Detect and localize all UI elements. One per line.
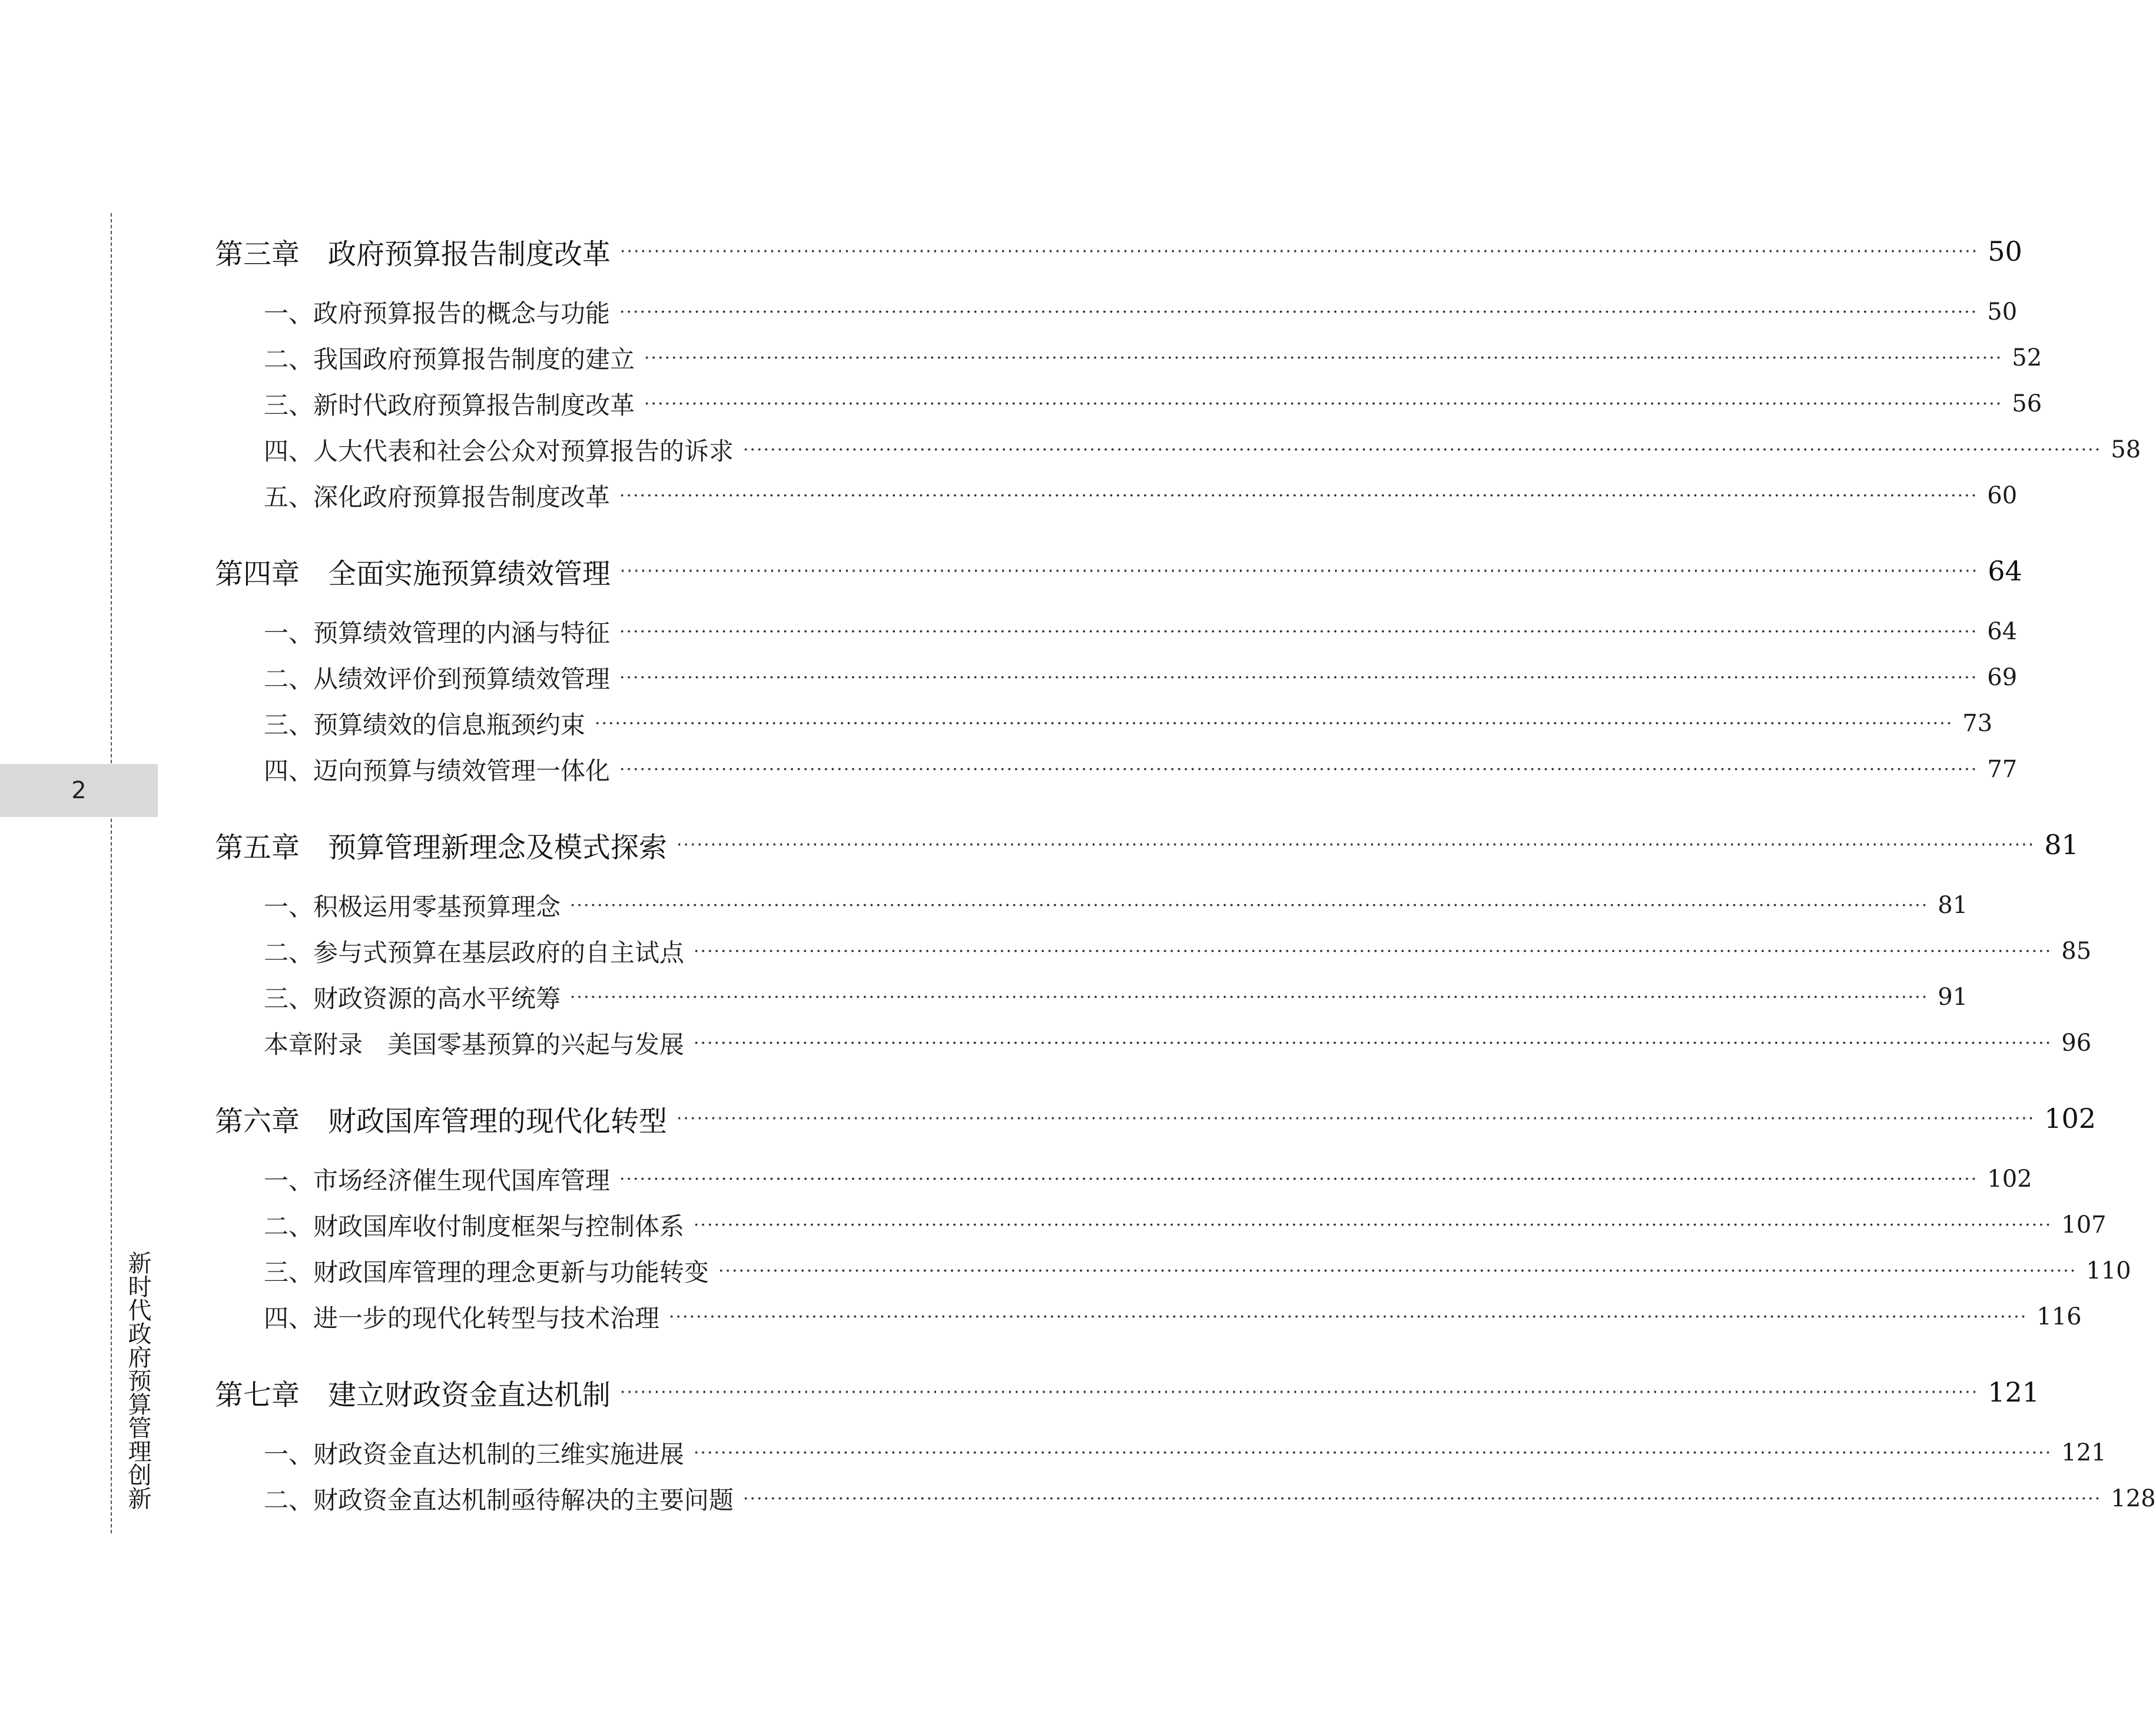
toc-chapter-row[interactable] <box>215 1372 2040 1413</box>
leader-dots: ········································································································································································································ <box>619 759 1978 780</box>
section-title: 二、财政资金直达机制亟待解决的主要问题 <box>264 1486 734 1515</box>
book-title-vertical: 新时代政府预算管理创新 <box>124 1251 151 1510</box>
toc-section-row[interactable] <box>264 888 1968 923</box>
section-title: 三、新时代政府预算报告制度改革 <box>264 391 635 420</box>
toc-chapter-row[interactable] <box>215 1098 2097 1139</box>
chapter-page-number: 102 <box>2044 1103 2097 1134</box>
section-page-number: 116 <box>2036 1303 2082 1330</box>
leader-dots: ········································································································································································································ <box>694 1214 2052 1236</box>
section-title: 三、财政国库管理的理念更新与功能转变 <box>264 1258 709 1287</box>
section-page-number: 60 <box>1987 482 2018 509</box>
leader-dots: ········································································································································································································ <box>570 895 1929 916</box>
toc-chapter-row[interactable] <box>215 824 2079 865</box>
section-page-number: 110 <box>2086 1257 2131 1284</box>
leader-dots: ········································································································································································································ <box>718 1260 2077 1281</box>
section-page-number: 69 <box>1987 664 2018 691</box>
section-title: 三、财政资源的高水平统筹 <box>264 984 561 1013</box>
leader-dots: ········································································································································································································ <box>669 1306 2028 1327</box>
page-number: 2 <box>71 777 87 804</box>
chapter-title: 第六章 财政国库管理的现代化转型 <box>215 1104 668 1138</box>
section-title: 二、财政国库收付制度框架与控制体系 <box>264 1212 685 1241</box>
section-page-number: 121 <box>2061 1439 2107 1466</box>
leader-dots: ········································································································································································································ <box>676 834 2035 855</box>
leader-dots: ········································································································································································································ <box>620 560 1979 582</box>
chapter-page-number: 81 <box>2044 829 2079 861</box>
toc-section-row[interactable] <box>264 1435 2107 1470</box>
section-page-number: 50 <box>1987 298 2018 326</box>
chapter-page-number: 121 <box>1988 1376 2040 1408</box>
toc-section-row[interactable] <box>264 979 1968 1015</box>
toc-section-row[interactable] <box>264 1299 2082 1334</box>
section-title: 五、深化政府预算报告制度改革 <box>264 483 611 512</box>
section-page-number: 56 <box>2012 390 2042 417</box>
section-title: 二、我国政府预算报告制度的建立 <box>264 345 635 374</box>
leader-dots: ········································································································································································································ <box>644 393 2003 414</box>
section-title: 四、人大代表和社会公众对预算报告的诉求 <box>264 437 734 466</box>
chapter-title: 第三章 政府预算报告制度改革 <box>215 237 611 271</box>
toc-section-row[interactable] <box>264 934 2092 969</box>
leader-dots: ········································································································································································································ <box>743 439 2102 460</box>
toc-section-row[interactable] <box>264 706 1993 741</box>
section-page-number: 85 <box>2061 938 2092 965</box>
section-title: 三、预算绩效的信息瓶颈约束 <box>264 710 586 739</box>
leader-dots: ········································································································································································································ <box>743 1488 2102 1509</box>
leader-dots: ········································································································································································································ <box>644 347 2003 368</box>
toc-section-row[interactable] <box>264 1253 2131 1289</box>
leader-dots: ········································································································································································································ <box>676 1108 2035 1129</box>
leader-dots: ········································································································································································································ <box>620 1382 1979 1403</box>
section-page-number: 58 <box>2111 436 2141 463</box>
section-page-number: 77 <box>1987 756 2018 783</box>
chapter-page-number: 50 <box>1988 235 2022 267</box>
section-page-number: 107 <box>2061 1211 2107 1238</box>
toc-section-row[interactable] <box>264 432 2141 467</box>
leader-dots: ········································································································································································································ <box>619 621 1978 642</box>
section-title: 一、政府预算报告的概念与功能 <box>264 299 611 328</box>
section-page-number: 96 <box>2061 1030 2092 1057</box>
section-title: 本章附录 美国零基预算的兴起与发展 <box>264 1030 685 1059</box>
section-title: 二、从绩效评价到预算绩效管理 <box>264 665 611 693</box>
toc-section-row[interactable] <box>264 1161 2032 1197</box>
toc-section-row[interactable] <box>264 294 2018 330</box>
toc-section-row[interactable] <box>264 386 2042 421</box>
section-page-number: 128 <box>2111 1485 2156 1512</box>
leader-dots: ········································································································································································································ <box>570 987 1929 1008</box>
toc-section-row[interactable] <box>264 660 2018 695</box>
leader-dots: ········································································································································································································ <box>694 1442 2052 1463</box>
chapter-title: 第四章 全面实施预算绩效管理 <box>215 557 611 590</box>
leader-dots: ········································································································································································································ <box>595 713 1953 734</box>
toc-section-row[interactable] <box>264 752 2018 787</box>
toc-chapter-row[interactable] <box>215 550 2022 592</box>
section-page-number: 52 <box>2012 344 2042 371</box>
toc-section-row[interactable] <box>264 1207 2107 1243</box>
section-title: 四、进一步的现代化转型与技术治理 <box>264 1304 660 1333</box>
section-title: 一、预算绩效管理的内涵与特征 <box>264 619 611 648</box>
chapter-title: 第七章 建立财政资金直达机制 <box>215 1378 611 1412</box>
toc-section-row[interactable] <box>264 614 2018 649</box>
leader-dots: ········································································································································································································ <box>619 1168 1978 1190</box>
leader-dots: ········································································································································································································ <box>694 1032 2052 1054</box>
toc-section-row[interactable] <box>264 1025 2092 1061</box>
section-title: 四、迈向预算与绩效管理一体化 <box>264 756 611 785</box>
leader-dots: ········································································································································································································ <box>619 301 1978 323</box>
section-page-number: 102 <box>1987 1166 2032 1193</box>
chapter-page-number: 64 <box>1988 555 2022 587</box>
leader-dots: ········································································································································································································ <box>619 485 1978 506</box>
toc-section-row[interactable] <box>264 340 2042 376</box>
section-title: 一、积极运用零基预算理念 <box>264 892 561 921</box>
section-title: 一、财政资金直达机制的三维实施进展 <box>264 1440 685 1469</box>
toc-section-row[interactable] <box>264 1481 2156 1516</box>
section-page-number: 64 <box>1987 618 2018 645</box>
section-title: 二、参与式预算在基层政府的自主试点 <box>264 938 685 967</box>
toc-section-row[interactable] <box>264 478 2018 513</box>
section-title: 一、市场经济催生现代国库管理 <box>264 1166 611 1195</box>
section-page-number: 81 <box>1938 892 1968 919</box>
chapter-title: 第五章 预算管理新理念及模式探索 <box>215 831 668 864</box>
leader-dots: ········································································································································································································ <box>619 667 1978 688</box>
toc-chapter-row[interactable] <box>215 231 2022 272</box>
leader-dots: ········································································································································································································ <box>694 941 2052 962</box>
section-page-number: 73 <box>1962 710 1993 737</box>
leader-dots: ········································································································································································································ <box>620 241 1979 262</box>
section-page-number: 91 <box>1938 984 1968 1011</box>
